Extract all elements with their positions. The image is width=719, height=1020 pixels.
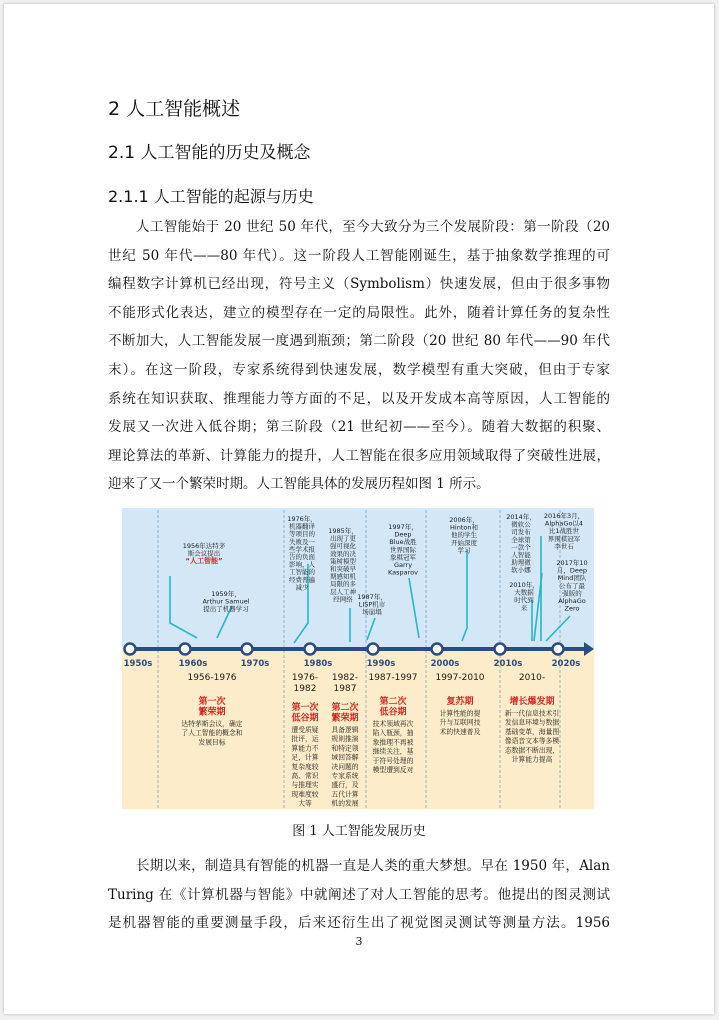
event-text: Zero xyxy=(564,604,580,613)
event-text: 和突破早 xyxy=(330,565,356,573)
phase-description: 复杂度较 xyxy=(291,762,319,771)
phase-description: 计算性能的提 xyxy=(439,709,481,718)
phase-description: 陷入瓶颈，抽 xyxy=(372,729,414,738)
event-text: 局限的多 xyxy=(330,580,356,589)
event-text: 斯会议提出 xyxy=(187,549,221,558)
event-text: 2006年， xyxy=(449,516,479,524)
event-text: 告的负面 xyxy=(289,553,315,561)
phase-description: 专家系统 xyxy=(331,772,359,780)
event-text: 1956年达特茅 xyxy=(182,542,226,550)
decade-node xyxy=(368,644,379,655)
event-text: 开始深度 xyxy=(451,538,477,547)
subsection-heading: 2.1.1 人工智能的起源与历史 xyxy=(108,187,314,206)
event-text: 失败及一 xyxy=(289,537,315,546)
event-text: 提出了机器学习 xyxy=(203,605,249,614)
event-text: 微软公 xyxy=(511,520,531,529)
phase-description: 大等 xyxy=(298,799,312,808)
phase-description: 现难度较 xyxy=(291,790,319,799)
phase-description: 足，计算 xyxy=(291,753,319,762)
paragraph-line: 是机器智能的重要测量手段，后来还衍生出了视觉图灵测试等测量方法。1956 xyxy=(108,915,610,932)
event-text: 机器翻译 xyxy=(289,522,315,531)
paragraph-line: 理论算法的革新、计算能力的提升，人工智能在很多应用领域取得了突破性进展， xyxy=(108,447,610,464)
phase-description: 机的发展 xyxy=(331,799,359,808)
event-text: 强版的 xyxy=(562,589,582,598)
decade-node xyxy=(432,644,443,655)
phase-description: 域回答解 xyxy=(331,753,359,762)
phase-description: 批评，运 xyxy=(291,735,319,744)
phase-name: 繁荣期 xyxy=(198,707,226,718)
event-text: 期感知机 xyxy=(330,572,356,581)
paragraph-line: 编程数字计算机已经出现，符号主义（Symbolism）快速发展，但由于很多事物 xyxy=(108,276,610,293)
event-text: LISP机市 xyxy=(358,600,386,609)
phase-description: 五代计算 xyxy=(331,790,359,799)
event-text: 1976年， xyxy=(287,515,317,523)
phase-description: 发信息环境与数据 xyxy=(504,718,560,727)
phase-name: 繁荣期 xyxy=(331,713,359,724)
event-text: Deep xyxy=(394,530,412,539)
paragraph-line: 发展又一次进入低谷期；第三阶段（21 世纪初——至今）。随着大数据的积聚、 xyxy=(108,419,610,436)
event-text: 时代到 xyxy=(514,596,534,605)
phase-description: 计算能力提高 xyxy=(511,755,553,764)
decade-node xyxy=(242,644,253,655)
event-text: 强可视化 xyxy=(330,542,356,551)
event-text: 经网络 xyxy=(333,595,353,604)
phase-description: 盛行，及 xyxy=(331,781,359,790)
event-text: Kasparov xyxy=(388,568,418,577)
phase-description: 像语音文本等多模 xyxy=(504,737,560,746)
event-text: 大数据 xyxy=(514,588,534,597)
phase-description: 术的快速普及 xyxy=(439,727,481,736)
event-text: 1959年， xyxy=(211,590,241,598)
phase-description: 决问题的 xyxy=(331,762,359,771)
event-text: 影响，人 xyxy=(289,560,315,569)
phase-description: 升与互联网技 xyxy=(439,718,481,727)
event-text: 效果的决 xyxy=(330,549,356,558)
page-number: 3 xyxy=(355,935,363,948)
event-text: 工智能的 xyxy=(289,568,315,577)
event-text: 2010年， xyxy=(509,581,539,589)
phase-years: 1976- xyxy=(291,673,319,683)
paragraph-line: 系统在知识获取、推理能力等方面的不足，以及开发成本高等原因，人工智能的 xyxy=(108,390,610,407)
paragraph-line: 不能形式化表达，建立的模型存在一定的局限性。此外，随着计算任务的复杂性 xyxy=(108,304,610,321)
decade-node xyxy=(125,644,136,655)
event-text: 等项目的 xyxy=(289,530,315,539)
decade-node xyxy=(495,644,506,655)
decade-label: 2020s xyxy=(551,659,581,669)
phase-name: 增长爆发期 xyxy=(509,697,555,707)
phase-description: 与推理实 xyxy=(291,781,319,790)
decade-node xyxy=(180,644,191,655)
event-text: AlphaGo xyxy=(558,597,586,605)
phase-description: 具备逻辑 xyxy=(331,726,359,734)
phase-years: 1987-1997 xyxy=(368,673,418,683)
phase-description: 算能力不 xyxy=(291,744,319,753)
event-text: 司发布 xyxy=(511,528,531,537)
paragraph-line: 迎来了又一个繁荣时期。人工智能具体的发展历程如图 1 所示。 xyxy=(108,476,490,493)
decade-label: 1980s xyxy=(303,659,333,669)
event-text: 月，Deep xyxy=(556,566,588,575)
phase-name: 第二次 xyxy=(331,703,359,713)
phase-years: 1982 xyxy=(293,684,317,694)
event-text: Hinton和 xyxy=(450,523,478,532)
phase-description: 态数据不断出现， xyxy=(504,746,560,755)
phase-description: 和特定领 xyxy=(331,744,359,753)
event-text: 助理微 xyxy=(511,558,531,567)
phase-description: 遭受质疑 xyxy=(291,726,319,734)
event-text: 2017年10 xyxy=(556,559,588,567)
phase-name: 低谷期 xyxy=(379,707,407,718)
timeline-diagram xyxy=(122,508,594,809)
phase-description: 规则推演 xyxy=(331,735,359,744)
paragraph-line: 末）。在这一阶段，专家系统得到快速发展，数学模型有重大突破，但由于专家 xyxy=(108,361,610,378)
history-paragraph xyxy=(108,213,610,499)
event-text: Mind团队 xyxy=(557,574,587,583)
event-text: 李世石 xyxy=(554,542,574,551)
phase-description: 高、常识 xyxy=(291,772,319,780)
paragraph-line: Turing 在《计算机器与智能》中就阐述了对人工智能的思考。他提出的图灵测试 xyxy=(108,886,610,903)
phase-description: 达特茅斯会议，确定 xyxy=(181,720,243,728)
phase-description: 继续关注，基 xyxy=(372,747,414,756)
event-text: Blue战胜 xyxy=(389,538,417,547)
event-text: 比1战胜世 xyxy=(548,527,580,536)
event-text: 世界国际 xyxy=(390,545,416,554)
paragraph-line: 世纪 50 年代——80 年代）。这一阶段人工智能刚诞生，基于抽象数学推理的可 xyxy=(108,247,610,264)
event-text: AlphaGo以4 xyxy=(544,519,584,528)
document-page xyxy=(4,4,714,1014)
paragraph-line: 长期以来，制造具有智能的机器一直是人类的重大梦想。早在 1950 年，Alan xyxy=(136,858,610,874)
phase-years: 1987 xyxy=(333,684,357,694)
chapter-heading: 2 人工智能概述 xyxy=(108,98,241,120)
decade-label: 1990s xyxy=(366,659,396,669)
event-text: 层人工神 xyxy=(330,587,356,596)
phase-description: 模型遭到反对 xyxy=(372,766,414,774)
event-text: 出现了更 xyxy=(330,534,356,543)
phase-name: 复苏期 xyxy=(446,697,474,707)
phase-description: 象推理不再被 xyxy=(372,738,414,747)
event-text: 场崩塌 xyxy=(362,608,382,617)
decade-label: 1970s xyxy=(240,659,270,669)
phase-description: 于符号处理的 xyxy=(372,756,414,765)
event-text: 1987年， xyxy=(357,593,387,601)
event-text: 减少 xyxy=(295,583,309,592)
phase-description: 新一代信息技术引 xyxy=(504,709,560,718)
event-text: 界围棋冠军 xyxy=(547,534,581,543)
event-text: 软小娜 xyxy=(511,566,531,575)
phase-name: 第二次 xyxy=(379,697,407,707)
event-text: 经费普遍 xyxy=(289,575,315,584)
paragraph-line: 不断加大，人工智能发展一度遇到瓶颈；第二阶段（20 世纪 80 年代——90 年代 xyxy=(108,333,610,350)
phase-description: 技术领域再次 xyxy=(372,720,414,728)
event-text: 公布了最 xyxy=(559,581,585,590)
event-text: 1985年， xyxy=(328,527,358,535)
event-text: 学习 xyxy=(457,546,471,555)
event-text: Garry xyxy=(393,561,413,569)
ai-history-timeline-figure xyxy=(122,508,594,809)
decade-node xyxy=(305,644,316,655)
event-text: 来 xyxy=(520,603,528,612)
phase-name: 第一次 xyxy=(291,703,319,713)
phase-name: 低谷期 xyxy=(291,713,319,724)
phase-years: 1997-2010 xyxy=(435,673,485,683)
phase-name: 第一次 xyxy=(198,697,226,707)
phase-years: 1982- xyxy=(331,673,359,683)
phase-description: 了人工智能的概念和 xyxy=(181,729,243,738)
phase-years: 1956-1976 xyxy=(187,673,237,683)
event-text: 全球第 xyxy=(511,535,531,544)
decade-label: 2010s xyxy=(493,659,523,669)
event-text: 他的学生 xyxy=(451,531,477,540)
section-heading: 2.1 人工智能的历史及概念 xyxy=(108,143,311,163)
decade-node xyxy=(553,644,564,655)
event-text: 人智能 xyxy=(511,551,531,559)
event-text: 策树模型 xyxy=(330,557,356,566)
event-text: 2016年3月， xyxy=(543,512,585,520)
decade-label: 1960s xyxy=(178,659,208,669)
phase-description: 基础变革，海量图 xyxy=(504,727,560,736)
event-text: 象棋冠军 xyxy=(390,553,416,562)
event-text: Arthur Samuel xyxy=(202,597,250,606)
decade-label: 2000s xyxy=(430,659,460,669)
decade-label: 1950s xyxy=(123,659,153,669)
event-text: 一款个 xyxy=(511,543,531,552)
event-text: 1997年， xyxy=(388,523,418,531)
event-highlight: “人工智能” xyxy=(185,557,223,566)
event-text: 2014年， xyxy=(506,513,536,521)
paragraph-line: 人工智能始于 20 世纪 50 年代，至今大致分为三个发展阶段：第一阶段（20 xyxy=(136,219,610,235)
figure-caption: 图 1 人工智能发展历史 xyxy=(292,824,426,839)
turing-paragraph xyxy=(108,852,610,938)
event-text: 些学术报 xyxy=(289,545,315,554)
phase-description: 发展目标 xyxy=(198,738,226,747)
phase-years: 2010- xyxy=(518,673,546,683)
